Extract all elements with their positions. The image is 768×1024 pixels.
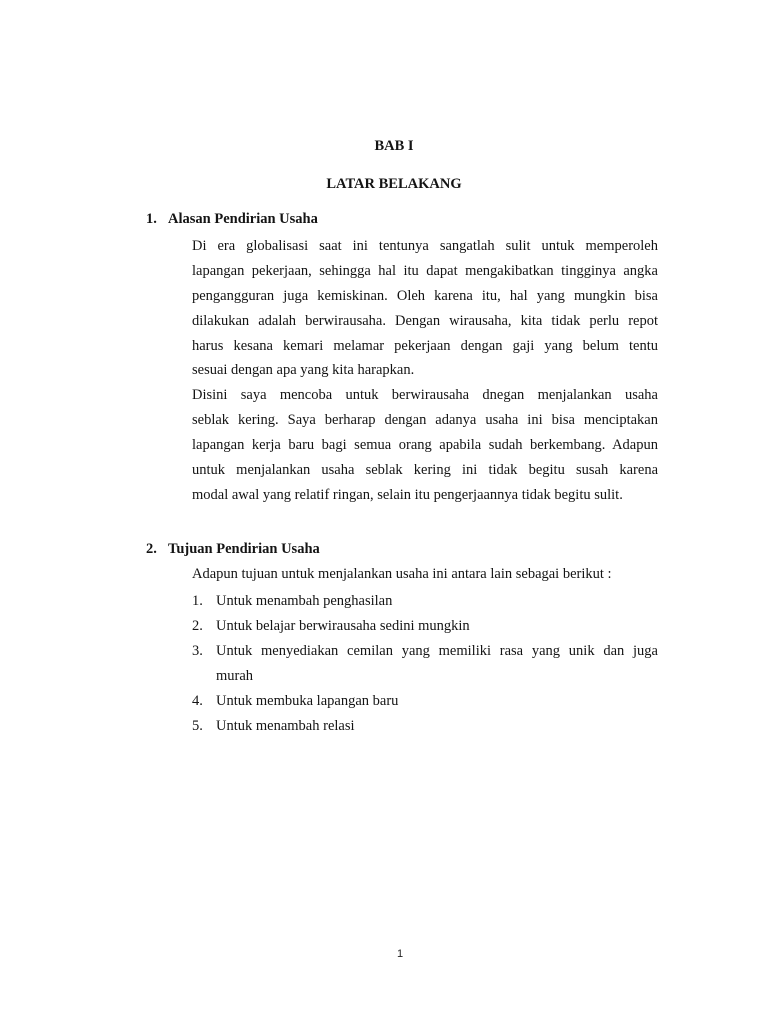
chapter-title: LATAR BELAKANG (326, 176, 462, 192)
list-item-number: 2. (192, 618, 203, 634)
list-item-text: Untuk menambah penghasilan (216, 593, 393, 609)
section-title: Alasan Pendirian Usaha (168, 211, 318, 227)
chapter-label: BAB I (374, 138, 414, 154)
page-number: 1 (396, 948, 404, 960)
list-item-number: 1. (192, 593, 203, 609)
paragraph-line: harus kesana kemari melamar pekerjaan dengan gaji yang belum tentu (192, 337, 658, 354)
paragraph-line: modal awal yang relatif ringan, selain itu pengerjaannya tidak begitu sulit. (192, 486, 623, 503)
list-item-text: Untuk menyediakan cemilan yang memiliki rasa yang unik dan juga (216, 643, 658, 659)
section-intro: Adapun tujuan untuk menjalankan usaha ini antara lain sebagai berikut : (192, 566, 612, 582)
section-heading-tujuan (146, 540, 320, 558)
section-heading-alasan (146, 210, 318, 228)
section-number: 1. (146, 211, 157, 227)
list-item-text-continued: murah (216, 668, 254, 684)
paragraph-line: pengangguran juga kemiskinan. Oleh karena itu, hal yang mungkin bisa (192, 287, 658, 304)
list-item-number: 4. (192, 693, 203, 709)
paragraph-alasan-2 (192, 383, 658, 507)
paragraph-line: Di era globalisasi saat ini tentunya sangatlah sulit untuk memperoleh (192, 238, 658, 254)
paragraph-line: Disini saya mencoba untuk berwirausaha dnegan menjalankan usaha (192, 387, 658, 403)
paragraph-line: untuk menjalankan usaha seblak kering ini tidak begitu susah karena (192, 461, 658, 478)
list-item-number: 3. (192, 643, 203, 659)
section-number: 2. (146, 541, 157, 557)
paragraph-line: dilakukan adalah berwirausaha. Dengan wirausaha, kita tidak perlu repot (192, 312, 658, 329)
list-item-text: Untuk menambah relasi (216, 718, 355, 734)
section-title: Tujuan Pendirian Usaha (168, 541, 320, 557)
list-item (192, 689, 658, 714)
paragraph-line: lapangan kerja baru bagi semua orang apabila sudah berkembang. Adapun (192, 436, 658, 453)
goals-list (192, 589, 658, 739)
list-item (192, 614, 658, 639)
list-item (192, 714, 658, 739)
paragraph-line: sesuai dengan apa yang kita harapkan. (192, 362, 415, 379)
list-item (192, 639, 658, 689)
paragraph-line: seblak kering. Saya berharap dengan adanya usaha ini bisa menciptakan (192, 411, 658, 428)
list-item-text: Untuk belajar berwirausaha sedini mungkin (216, 618, 470, 634)
paragraph-alasan-1 (192, 234, 658, 383)
list-item-text: Untuk membuka lapangan baru (216, 693, 399, 709)
paragraph-line: lapangan pekerjaan, sehingga hal itu dapat mengakibatkan tingginya angka (192, 262, 658, 279)
list-item-number: 5. (192, 718, 203, 734)
list-item (192, 589, 658, 614)
